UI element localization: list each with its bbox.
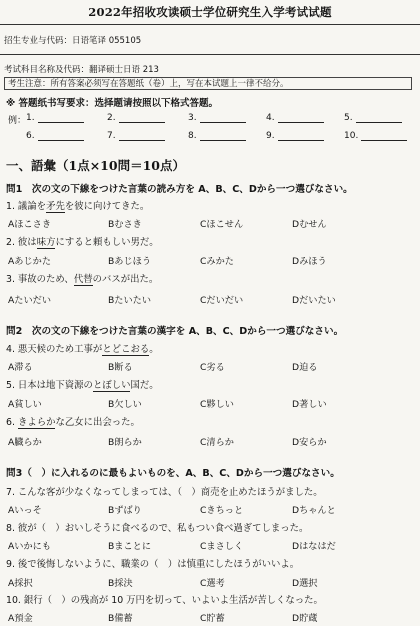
- option-a: Aいっそ: [8, 505, 42, 516]
- option-c: Cきちっと: [200, 505, 244, 516]
- option-d: D安らか: [292, 437, 327, 448]
- options-row-6: [0, 434, 420, 447]
- option-a: Aたいだい: [8, 295, 52, 306]
- notice-box: 考生注意：所有答案必须写在答题纸（卷）上，写在本试题上一律不给分。: [4, 77, 412, 90]
- option-b: B朗らか: [108, 437, 142, 448]
- option-b: B欠しい: [108, 399, 142, 410]
- option-a: A採択: [8, 578, 33, 589]
- section-title: 一、語彙（1点×10問＝10点）: [6, 158, 185, 173]
- underlined-word: とどこおる: [102, 344, 150, 355]
- question-item-2: 2. 彼は味方にすると頼もしい男だ。: [6, 237, 159, 248]
- question-group-1-instruction: 問1 次の文の下線をつけた言葉の読み方を A、B、C、Dから一つ選びなさい。: [6, 184, 353, 195]
- options-row-7: [0, 502, 420, 515]
- divider: [0, 54, 420, 55]
- option-c: Cだいだい: [200, 295, 244, 306]
- option-c: C選考: [200, 578, 225, 589]
- question-item-7: 7. こんな客が少なくなってしまっては、（ ）商売を止めたほうがました。: [6, 487, 323, 498]
- option-a: Aほこさき: [8, 219, 52, 230]
- question-group-2-instruction: 問2 次の文の下線をつけた言葉の漢字を A、B、C、Dから一つ選びなさい。: [6, 326, 344, 337]
- question-item-5: 5. 日本は地下資源のとぼしい国だ。: [6, 380, 159, 391]
- option-b: Bたいたい: [108, 295, 152, 306]
- divider: [0, 24, 420, 25]
- option-a: A滞る: [8, 362, 33, 373]
- question-item-4: 4. 悪天候のため工事がとどこおる。: [6, 344, 159, 355]
- option-b: B採決: [108, 578, 133, 589]
- program-code: 招生专业与代码：日语笔译 055105: [4, 36, 142, 46]
- option-d: D貯蔵: [292, 613, 318, 624]
- underlined-word: 味方: [36, 237, 56, 248]
- answer-blank: 3.: [188, 113, 246, 123]
- option-d: Dみほう: [292, 256, 327, 267]
- underlined-word: 矛先: [46, 201, 65, 212]
- question-item-6: 6. きよらかな乙女に出会った。: [6, 417, 140, 428]
- answer-blank: 7.: [107, 131, 165, 141]
- answer-blank: 9.: [266, 131, 324, 141]
- answer-blank: 10.: [344, 131, 407, 141]
- option-b: B断る: [108, 362, 133, 373]
- underlined-word: きよらか: [17, 417, 56, 428]
- underlined-word: 代替: [73, 274, 93, 285]
- subject-code: 考试科目名称及代码：翻译硕士日语 213: [4, 65, 159, 75]
- option-a: A預金: [8, 613, 33, 624]
- answer-blank-row-2: [0, 131, 420, 145]
- option-c: C劣る: [200, 362, 225, 373]
- answer-blank: 8.: [188, 131, 246, 141]
- option-c: Cほこせん: [200, 219, 244, 230]
- option-b: Bむさき: [108, 219, 142, 230]
- option-a: Aいかにも: [8, 541, 52, 552]
- underlined-word: とぼしい: [92, 380, 131, 391]
- option-c: C貯蓄: [200, 613, 225, 624]
- options-row-3: [0, 292, 420, 305]
- question-item-1: 1. 議論を矛先を彼に向けてきた。: [6, 201, 150, 212]
- example-label: 例：: [8, 116, 27, 126]
- option-b: B備蓄: [108, 613, 133, 624]
- answer-blank: 2.: [107, 113, 165, 123]
- option-b: Bあじほう: [108, 256, 152, 267]
- options-row-5: [0, 396, 420, 409]
- options-row-9: [0, 575, 420, 588]
- answer-blank: 6.: [26, 131, 84, 141]
- option-d: Dだいたい: [292, 295, 336, 306]
- question-item-3: 3. 事故のため、代替のバスが出た。: [6, 274, 159, 285]
- option-a: A貧しい: [8, 399, 42, 410]
- option-b: Bずばり: [108, 505, 142, 516]
- question-group-3-instruction: 問3（ ）に入れるのに最もよいものを、A、B、C、Dから一つ選びなさい。: [6, 468, 340, 479]
- exam-title: 2022年招收攻读硕士学位研究生入学考试试题: [88, 5, 332, 19]
- options-row-2: [0, 253, 420, 266]
- option-d: D迫る: [292, 362, 318, 373]
- option-d: Dむせん: [292, 219, 327, 230]
- option-c: Cみかた: [200, 256, 234, 267]
- answer-blank: 5.: [344, 113, 402, 123]
- answer-blank: 1.: [26, 113, 84, 123]
- answer-blank: 4.: [266, 113, 324, 123]
- option-d: D選択: [292, 578, 318, 589]
- option-d: Dちゃんと: [292, 505, 336, 516]
- answer-requirement: ※ 答题纸书写要求：选择题请按照以下格式答题。: [6, 98, 219, 109]
- option-a: Aあじかた: [8, 256, 52, 267]
- options-row-1: [0, 216, 420, 229]
- option-b: Bまことに: [108, 541, 152, 552]
- question-item-8: 8. 彼が（ ）おいしそうに食べるので、私もつい食べ過ぎてしまった。: [6, 523, 309, 534]
- question-item-10: 10. 銀行（ ）の残高が 10 万円を切って、いよいよ生活が苦しくなった。: [6, 595, 323, 606]
- options-row-8: [0, 538, 420, 551]
- option-c: Cまさしく: [200, 541, 244, 552]
- option-c: C清らか: [200, 437, 234, 448]
- answer-blank-row-1: [0, 113, 420, 127]
- option-d: D著しい: [292, 399, 327, 410]
- options-row-4: [0, 359, 420, 372]
- option-d: Dはなはだ: [292, 541, 336, 552]
- question-item-9: 9. 後で後悔しないように、職業の（ ）は慎重にしたほうがいいよ。: [6, 559, 300, 570]
- options-row-10: [0, 610, 420, 623]
- option-a: A臓らか: [8, 437, 42, 448]
- option-c: C夥しい: [200, 399, 234, 410]
